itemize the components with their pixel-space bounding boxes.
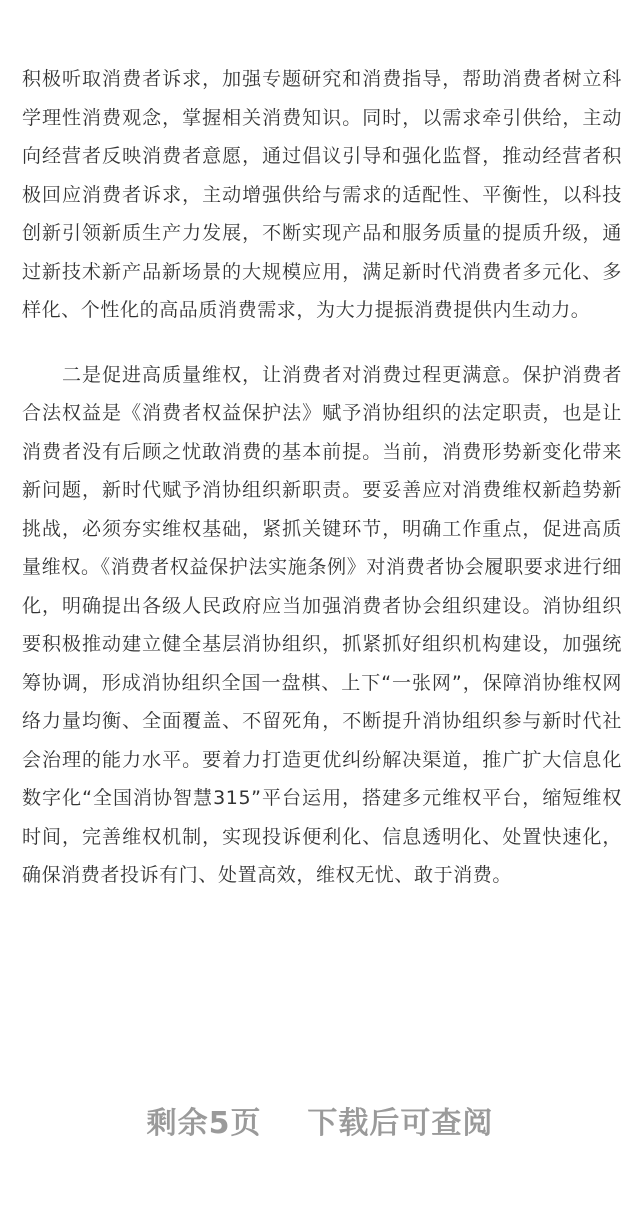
- remaining-pages-label: 剩余5页: [146, 1106, 262, 1141]
- download-banner[interactable]: [0, 1090, 640, 1150]
- document-body: [22, 60, 622, 895]
- paragraph-2: 二是促进高质量维权，让消费者对消费过程更满意。保护消费者合法权益是《消费者权益保护法》赋予消协组织的法定职责，也是让消费者没有后顾之忧敢消费的基本前提。当前，消费形势新变化带来新问题，新时代赋予消协组织新职责。要妥善应对消费维权新趋势新挑战，必须夯实维权基础，紧抓关键环节，明确工作重点，促进高质量维权。《消费者权益保护法实施条例》对消费者协会履职要求进行细化，明确提出各级人民政府应当加强消费者协会组织建设。消协组织要积极推动建立健全基层消协组织，抓紧抓好组织机构建设，加强统筹协调，形成消协组织全国一盘棋、上下“一张网”，保障消协维权网络力量均衡、全面覆盖、不留死角，不断提升消协组织参与新时代社会治理的能力水平。要着力打造更优纠纷解决渠道，推广扩大信息化数字化“全国消协智慧315”平台运用，搭建多元维权平台，缩短维权时间，完善维权机制，实现投诉便利化、信息透明化、处置快速化，确保消费者投诉有门、处置高效，维权无忧、敢于消费。: [22, 363, 622, 886]
- download-hint-label: 下载后可查阅: [307, 1106, 494, 1141]
- paragraph-1: 积极听取消费者诉求，加强专题研究和消费指导，帮助消费者树立科学理性消费观念，掌握相关消费知识。同时，以需求牵引供给，主动向经营者反映消费者意愿，通过倡议引导和强化监督，推动经营者积极回应消费者诉求，主动增强供给与需求的适配性、平衡性，以科技创新引领新质生产力发展，不断实现产品和服务质量的提质升级，通过新技术新产品新场景的大规模应用，满足新时代消费者多元化、多样化、个性化的高品质消费需求，为大力提振消费提供内生动力。: [22, 68, 622, 321]
- top-edge: [0, 0, 640, 8]
